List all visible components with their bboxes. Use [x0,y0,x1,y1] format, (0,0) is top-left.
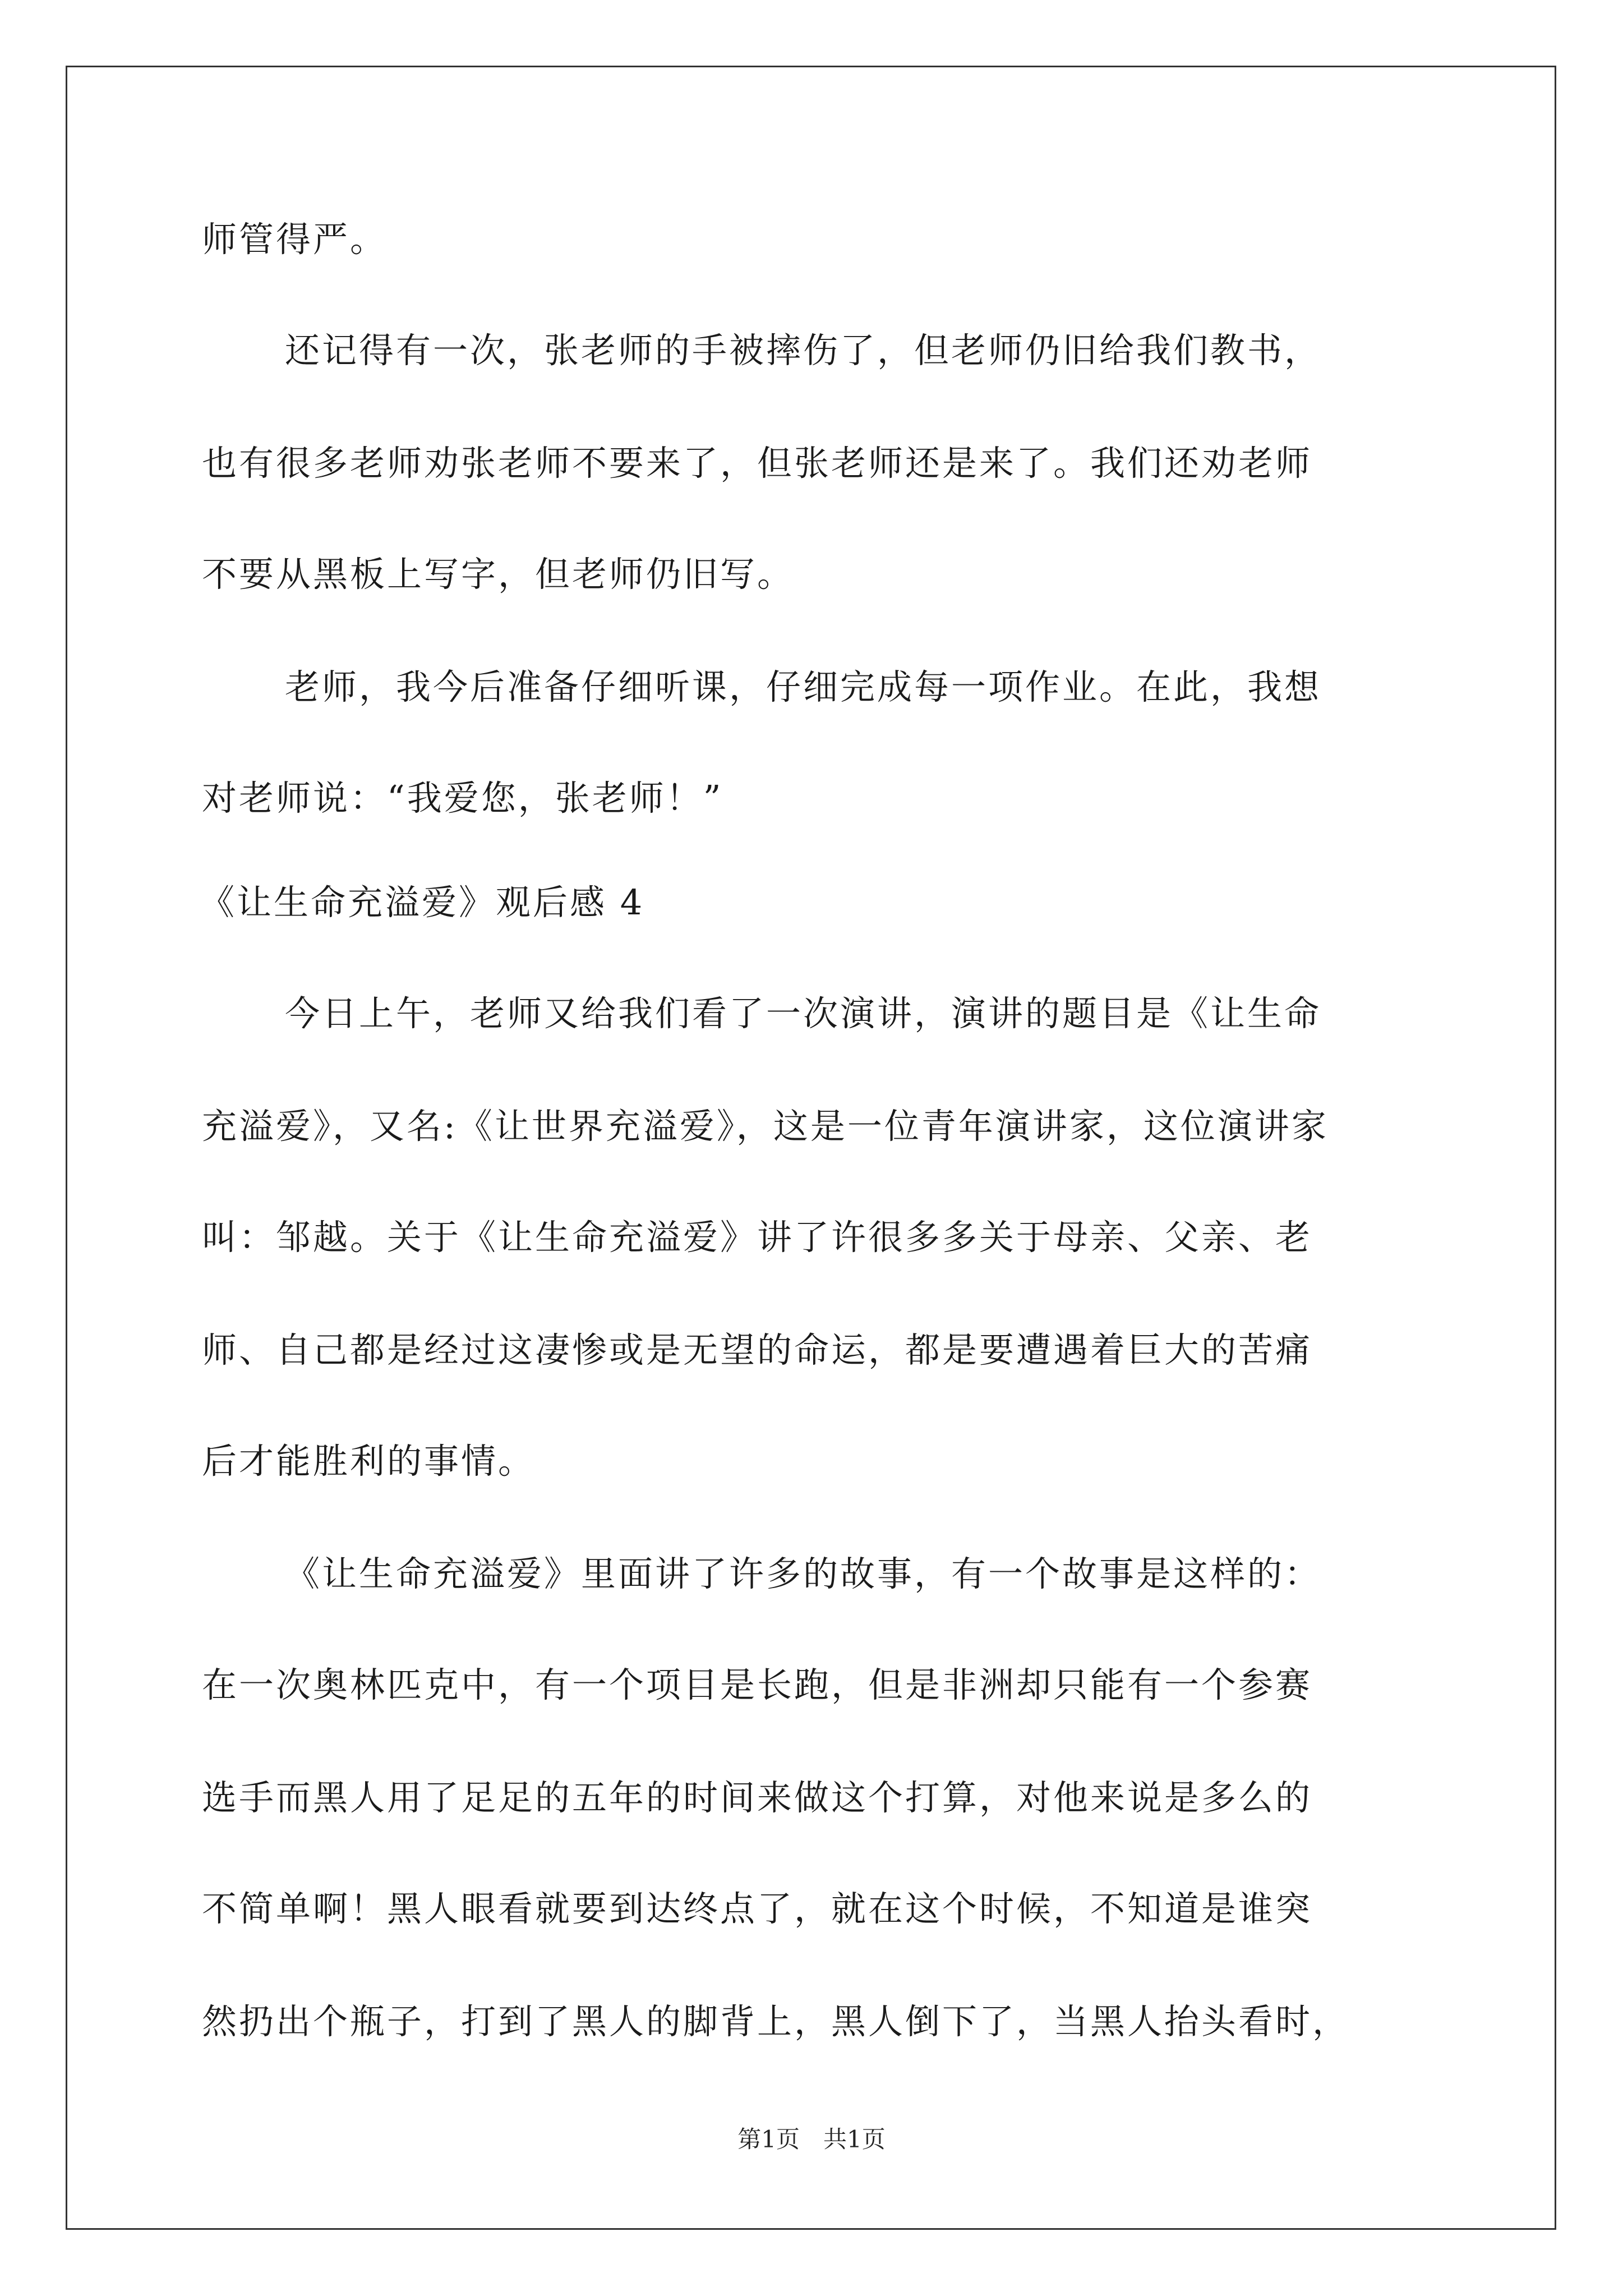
paragraph-line: 还记得有一次，张老师的手被摔伤了，但老师仍旧给我们教书， [285,330,1322,371]
section-heading: 《让生命充溢爱》观后感 4 [200,882,645,923]
paragraph-line: 对老师说：“我爱您，张老师！” [202,777,723,818]
paragraph-line: 选手而黑人用了足足的五年的时间来做这个打算，对他来说是多么的 [202,1777,1313,1818]
paragraph-line: 师、自己都是经过这凄惨或是无望的命运，都是要遭遇着巨大的苦痛 [202,1329,1313,1370]
paragraph-line: 充溢爱》，又名:《让世界充溢爱》，这是一位青年演讲家，这位演讲家 [202,1106,1329,1147]
paragraph-line: 老师，我今后准备仔细听课，仔细完成每一项作业。在此，我想 [285,666,1322,707]
paragraph-line: 后才能胜利的事情。 [202,1441,536,1481]
paragraph-line: 也有很多老师劝张老师不要来了，但张老师还是来了。我们还劝老师 [202,443,1313,484]
paragraph-line: 然扔出个瓶子，打到了黑人的脚背上，黑人倒下了，当黑人抬头看时， [202,2001,1350,2042]
paragraph-line: 今日上午，老师又给我们看了一次演讲，演讲的题目是《让生命 [285,993,1322,1034]
paragraph-line: 在一次奥林匹克中，有一个项目是长跑，但是非洲却只能有一个参赛 [202,1664,1313,1705]
page-number-footer: 第1页 共1页 [737,2125,886,2153]
paragraph-line: 《让生命充溢爱》里面讲了许多的故事，有一个故事是这样的： [285,1553,1322,1594]
paragraph-line: 不简单啊！黑人眼看就要到达终点了，就在这个时候，不知道是谁突 [202,1888,1313,1929]
paragraph-line: 不要从黑板上写字，但老师仍旧写。 [202,554,795,595]
paragraph-line: 师管得严。 [202,219,388,260]
paragraph-line: 叫：邹越。关于《让生命充溢爱》讲了许很多多关于母亲、父亲、老 [202,1217,1313,1258]
